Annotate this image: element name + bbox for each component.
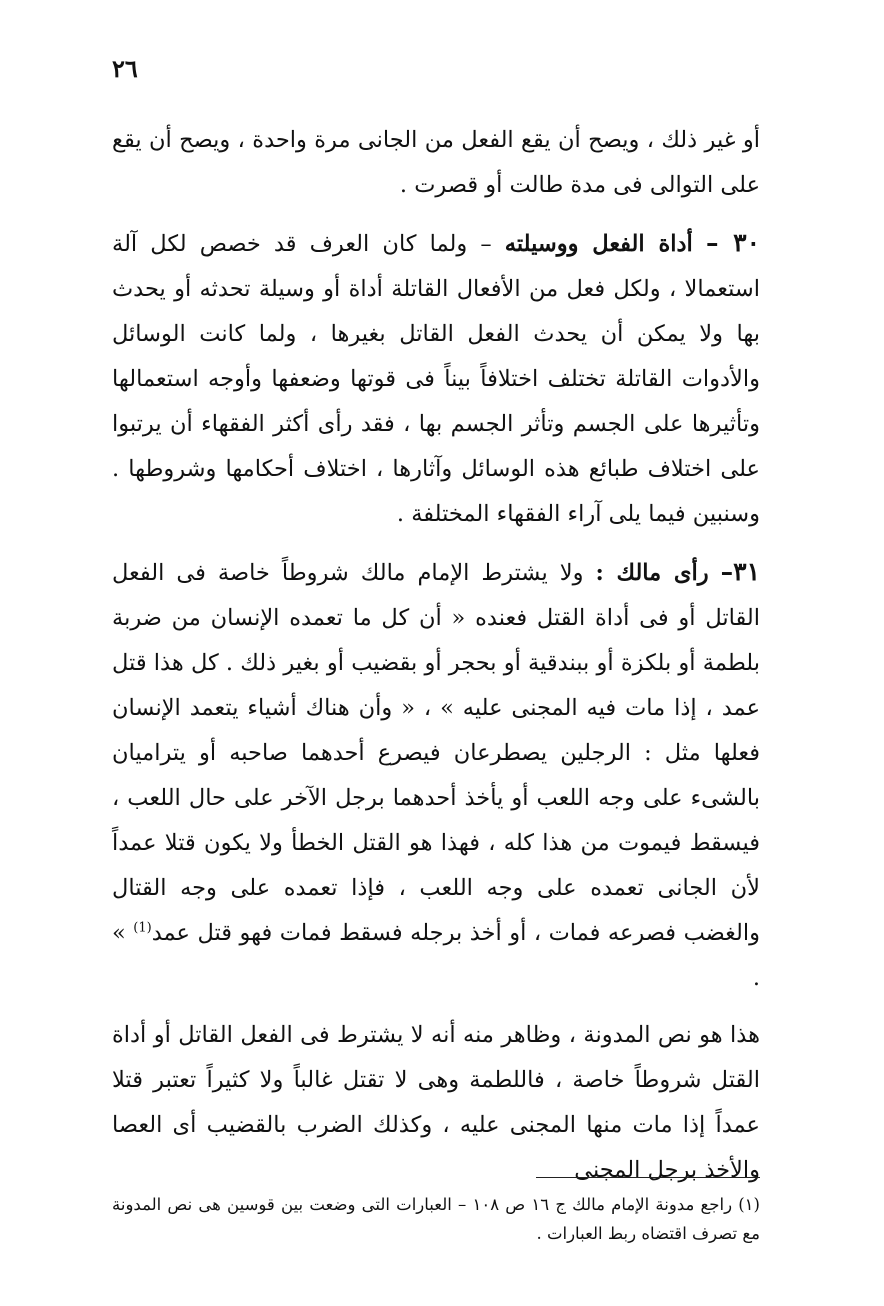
page-number: ٢٦ <box>112 54 138 83</box>
footnote: (١) راجع مدونة الإمام مالك ج ١٦ ص ١٠٨ – العبارات التى وضعت بين قوسين هى نص المدونة مع تصرف اقتضاه ربط العبارات . <box>112 1195 760 1243</box>
section-number-31: ٣١– <box>720 557 760 586</box>
section-heading-30: أداة الفعل ووسيلته <box>504 231 693 257</box>
section-number-30: ٣٠ – <box>705 228 760 257</box>
paragraph-section-31 <box>112 549 760 1001</box>
section-text-30: – ولما كان العرف قد خصص لكل آلة استعمالا ، ولكل فعل من الأفعال القاتلة أداة أو وسيلة تحدثه أو يحدث بها ولا يمكن أن يحدث الفعل القاتل بغيرها ، ولما كانت الوسائل والأدوات القاتلة تختلف اختلافاً بيناً فى قوتها وضعفها وأوجه استعمالها وتأثيرها على الجسم وتأثر الجسم بها ، فقد رأى أكثر الفقهاء أن يرتبوا على اختلاف طبائع هذه الوسائل وآثارها ، اختلاف أحكامها وشروطها . وسنبين فيما يلى آراء الفقهاء المختلفة . <box>112 231 760 527</box>
paragraph-commentary: هذا هو نص المدونة ، وظاهر منه أنه لا يشترط فى الفعل القاتل أو أداة القتل شروطاً خاصة ، فاللطمة وهى لا تقتل غالباً ولا كثيراً تعتبر قتلا عمداً إذا مات منها المجنى عليه ، وكذلك الضرب بالقضيب أى العصا والأخذ برجل المجنى <box>112 1022 760 1183</box>
paragraph-section-30 <box>112 220 760 537</box>
footnote-divider <box>536 1177 760 1178</box>
quote-closing: » . <box>112 920 760 991</box>
section-text-31: ولا يشترط الإمام مالك شروطاً خاصة فى الفعل القاتل أو فى أداة القتل فعنده « أن كل ما تعمده الإنسان من ضربة بلطمة أو بلكزة أو ببندقية أو بحجر أو بقضيب أو بغير ذلك . كل هذا قتل عمد ، إذا مات فيه المجنى عليه » ، « وأن هناك أشياء يتعمد الإنسان فعلها مثل : الرجلين يصطرعان فيصرع أحدهما صاحبه أو يتراميان بالشىء على وجه اللعب أو يأخذ أحدهما برجل الآخر على حال اللعب ، فيسقط فيموت من هذا كله ، فهذا هو القتل الخطأ ولا يكون قتلا عمداً لأن الجانى تعمده على وجه اللعب ، فإذا تعمده على وجه القتال والغضب فصرعه فمات ، أو أخذ برجله فسقط فمات فهو قتل عمد <box>112 560 760 946</box>
footnote-marker: (1) <box>133 920 152 936</box>
section-heading-31: رأى مالك : <box>595 560 709 586</box>
paragraph-continuation: أو غير ذلك ، ويصح أن يقع الفعل من الجانى مرة واحدة ، ويصح أن يقع على التوالى فى مدة طالت أو قصرت . <box>112 127 760 198</box>
body-text <box>112 118 760 1193</box>
